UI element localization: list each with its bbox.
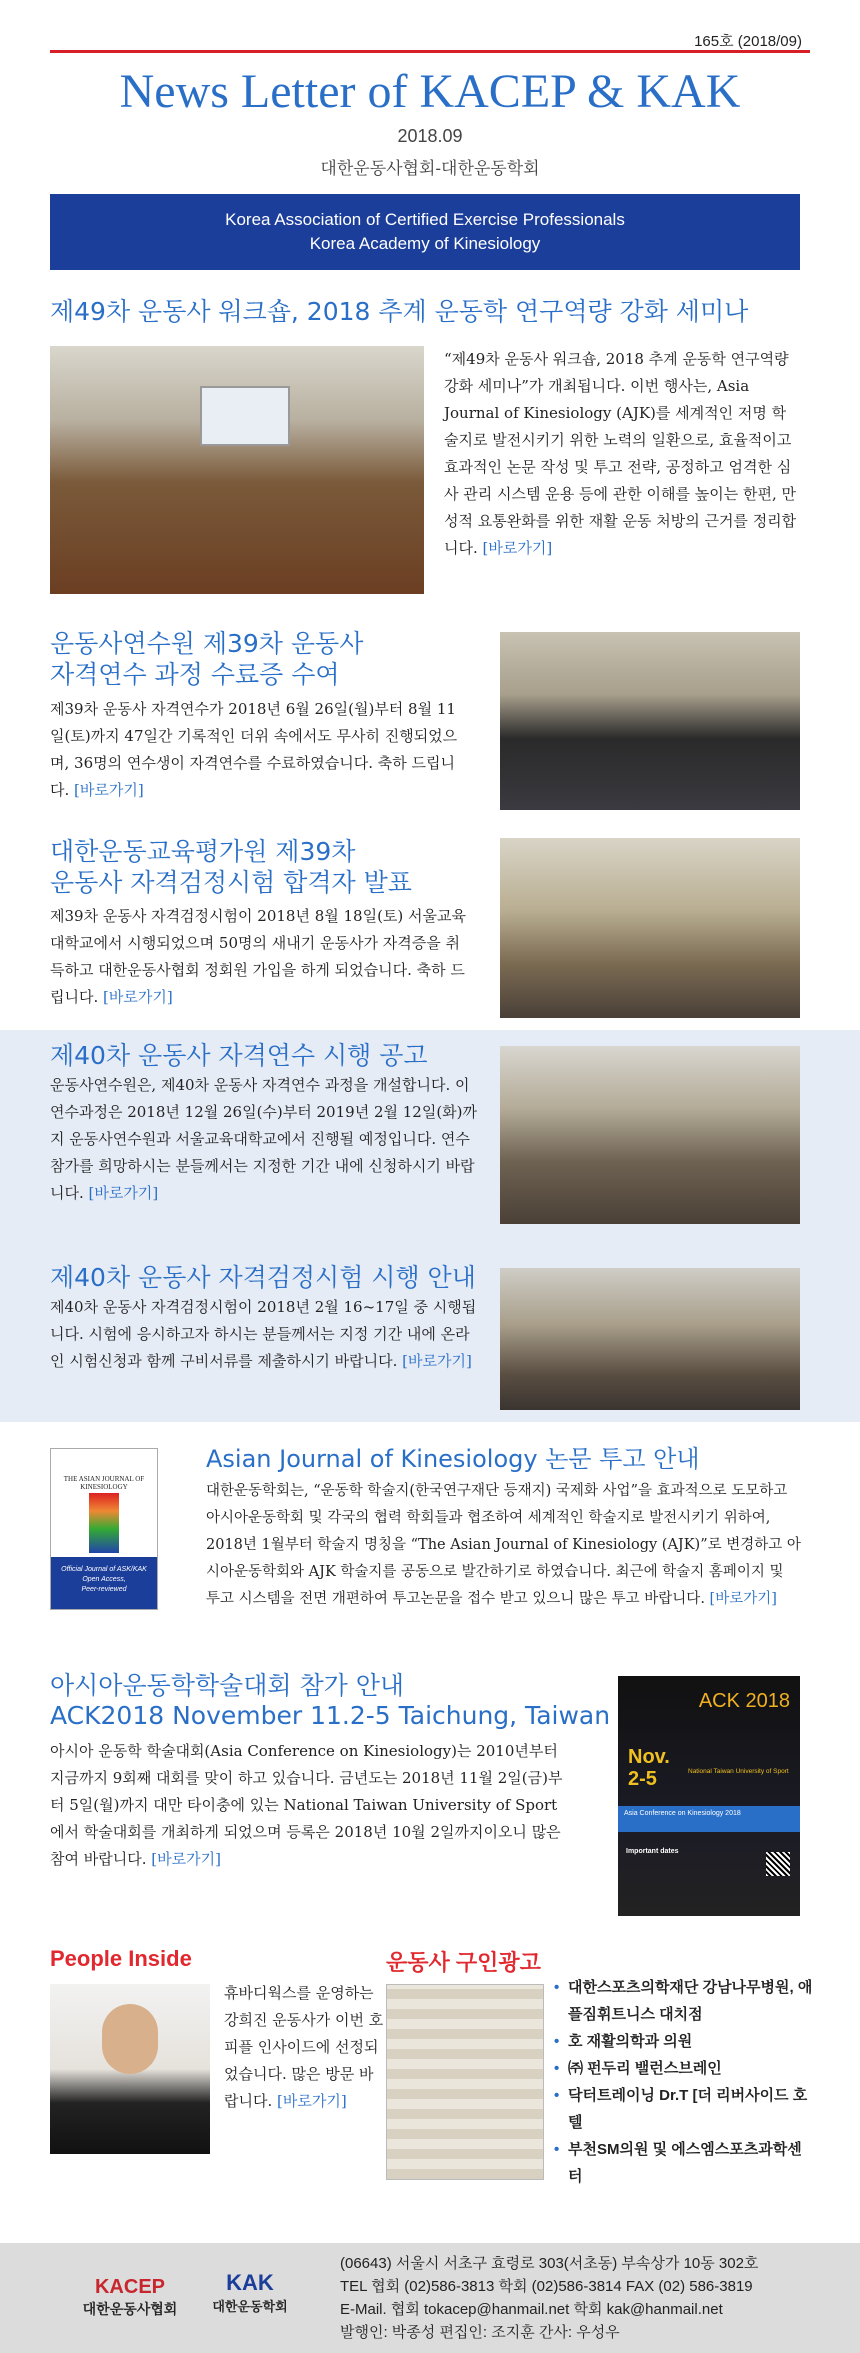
issue-number: 165호 (2018/09) (694, 33, 802, 50)
seminar-photo (50, 346, 424, 594)
article-6-body (206, 1478, 802, 1613)
article-5-text: 제40차 운동사 자격검정시험이 2018년 2월 16~17일 중 시행됩니다. 시험에 응시하고자 하시는 분들께서는 지정 기간 내에 온라인 시험신청과 함께 구비서류를 제출하시기 바랍니다. (50, 1298, 477, 1370)
people-body (224, 1980, 384, 2115)
exam-hall-photo (500, 1268, 800, 1410)
article-4-link[interactable]: [바로가기] (88, 1184, 159, 1202)
newsletter-title: News Letter of KACEP & KAK (119, 65, 741, 118)
banner-line-2: Korea Academy of Kinesiology (309, 234, 541, 253)
article-7-title-2: ACK2018 November 11.2-5 Taichung, Taiwan (50, 1701, 611, 1730)
article-2-title-1: 운동사연수원 제39차 운동사 (50, 629, 364, 658)
article-1-body (444, 346, 800, 562)
article-3-text: 제39차 운동사 자격검정시험이 2018년 8월 18일(토) 서울교육대학교에서 시행되었으며 50명의 새내기 운동사가 자격증을 취득하고 대한운동사협회 정회원 가입을 하게 되었습니다. 축하 드립니다. (50, 907, 467, 1006)
header-divider (50, 50, 810, 53)
people-link[interactable]: [바로가기] (277, 2092, 347, 2110)
article-5-title: 제40차 운동사 자격검정시험 시행 안내 (50, 1263, 476, 1292)
org-banner (50, 194, 800, 270)
jobs-title: 운동사 구인광고 (386, 1950, 541, 1975)
article-6-text: 대한운동학회는, “운동학 학술지(한국연구재단 등재지) 국제화 사업”을 효과적으로 도모하고 아시아운동학회 및 각국의 협력 학회들과 협조하여 세계적인 학술지로 발전시키기 위하여, 2018년 1월부터 학술지 명칭을 “The Asian Journal of Kinesiology (AJK)”로 변경하고 아시아운동학회와 AJK 학술지를 공동으로 발간하기로 하였습니다. 최근에 학술지 홈페이지 및 투고 시스템을 전면 개편하여 투고논문을 접수 받고 있으니 많은 투고 바랍니다. (206, 1483, 801, 1607)
people-inside-title: People Inside (50, 1946, 192, 1971)
ack-poster (618, 1676, 800, 1916)
journal-cover-title: THE ASIAN JOURNAL OF KINESIOLOGY (63, 1475, 145, 1491)
article-2-text: 제39차 운동사 자격연수가 2018년 6월 26일(월)부터 8월 11일(토)까지 47일간 기록적인 더위 속에서도 무사히 진행되었으며, 36명의 연수생이 자격연수를 수료하였습니다. 축하 드립니다. (50, 700, 458, 799)
footer-info (340, 2252, 840, 2344)
training-photo (500, 1046, 800, 1224)
article-7-link[interactable]: [바로가기] (151, 1850, 221, 1868)
exam-photo (500, 838, 800, 1018)
people-text: 휴바디웍스를 운영하는 강희진 운동사가 이번 호 피플 인사이드에 선정되었습니다. 많은 방문 바랍니다. (224, 1984, 384, 2110)
jobs-item[interactable]: • 호 재활의학과 의원 (554, 2028, 816, 2055)
footer-email: E-Mail. 협회 tokacep@hanmail.net 학회 kak@hanmail.net (340, 2301, 723, 2318)
footer-address: (06643) 서울시 서초구 효령로 303(서초동) 부속상가 10동 302호 (340, 2255, 759, 2272)
article-2-body (50, 696, 470, 804)
journal-cover-line-1: Official Journal of ASK/KAK (61, 1566, 147, 1573)
poster-date-1: Nov. (628, 1746, 670, 1768)
graduation-photo (500, 632, 800, 810)
kak-logo-mark: KAK (226, 2270, 274, 2295)
journal-cover-line-2: Open Access, (82, 1576, 126, 1583)
jobs-list (554, 1974, 816, 2190)
poster-title: ACK 2018 (698, 1690, 790, 1712)
banner-line-1: Korea Association of Certified Exercise Professionals (225, 210, 625, 229)
footer-phone: TEL 협회 (02)586-3813 학회 (02)586-3814 FAX (02) 586-3819 (340, 2278, 753, 2295)
jobs-item[interactable]: • 부천SM의원 및 에스엠스포츠과학센터 (554, 2136, 816, 2190)
article-1-text: “제49차 운동사 워크숍, 2018 추계 운동학 연구역량 강화 세미나”가 개최됩니다. 이번 행사는, Asia Journal of Kinesiology (AJK)를 세계적인 저명 학술지로 발전시키기 위한 노력의 일환으로, 효율적이고 효과적인 논문 작성 및 투고 전략, 공정하고 엄격한 심사 관리 시스템 운용 등에 관한 이해를 높이는 한편, 만성적 요통완화를 위한 재활 운동 처방의 근거를 정리합니다. (444, 350, 797, 557)
kacep-logo (80, 2276, 180, 2319)
kak-logo (200, 2270, 300, 2315)
kacep-logo-mark: KACEP (94, 2276, 165, 2298)
article-5-body (50, 1294, 480, 1375)
article-4-text: 운동사연수원은, 제40차 운동사 자격연수 과정을 개설합니다. 이 연수과정은 2018년 12월 26일(수)부터 2019년 2월 12일(화)까지 운동사연수원과 서울교육대학교에서 진행될 예정입니다. 연수 참가를 희망하시는 분들께서는 지정한 기간 내에 신청하시기 바랍니다. (50, 1076, 478, 1202)
footer-publisher: 발행인: 박종성 편집인: 조지훈 간사: 우성우 (340, 2324, 620, 2341)
article-5-link[interactable]: [바로가기] (402, 1352, 472, 1370)
article-3-title-1: 대한운동교육평가원 제39차 (50, 837, 356, 866)
article-7-title-1: 아시아운동학학술대회 참가 안내 (50, 1671, 404, 1700)
people-photo (50, 1984, 210, 2154)
kak-logo-name: 대한운동학회 (212, 2299, 288, 2314)
article-2-link[interactable]: [바로가기] (74, 781, 144, 799)
poster-date-2: 2-5 (628, 1768, 657, 1790)
article-3-body (50, 903, 470, 1011)
article-4-title: 제40차 운동사 자격연수 시행 공고 (50, 1041, 428, 1070)
qr-code (766, 1852, 790, 1876)
article-3-link[interactable]: [바로가기] (103, 988, 173, 1006)
organizations: 대한운동사협회-대한운동학회 (320, 159, 540, 178)
article-6-link[interactable]: [바로가기] (709, 1591, 777, 1607)
article-1-link[interactable]: [바로가기] (482, 539, 553, 557)
poster-dates-label: Important dates (626, 1848, 679, 1855)
jobs-item[interactable]: • ㈜ 펀두리 밸런스브레인 (554, 2055, 816, 2082)
kacep-logo-name: 대한운동사협회 (82, 2301, 178, 2317)
article-2-title-2: 자격연수 과정 수료증 수여 (50, 660, 340, 689)
journal-cover-line-3: Peer-reviewed (81, 1586, 127, 1593)
poster-venue: National Taiwan University of Sport (688, 1768, 789, 1775)
jobs-item[interactable]: • 대한스포츠의학재단 강남나무병원, 애플짐휘트니스 대치점 (554, 1974, 816, 2028)
article-1-title: 제49차 운동사 워크숍, 2018 추계 운동학 연구역량 강화 세미나 (50, 297, 749, 326)
article-7-text: 아시아 운동학 학술대회(Asia Conference on Kinesiology)는 2010년부터 지금까지 9회째 대회를 맞이 하고 있습니다. 금년도는 2018년 11월 2일(금)부터 5일(월)까지 대만 타이충에 있는 National Taiwan University of Sport에서 학술대회를 개최하게 되었으며 등록은 2018년 10월 2일까지이오니 많은 참여 바랍니다. (50, 1742, 563, 1868)
article-3-title-2: 운동사 자격검정시험 합격자 발표 (50, 868, 412, 897)
article-7-body (50, 1738, 570, 1873)
journal-cover (50, 1448, 158, 1610)
jobs-board-photo (386, 1984, 544, 2180)
article-6-title: Asian Journal of Kinesiology 논문 투고 안내 (206, 1445, 700, 1473)
article-4-body (50, 1072, 480, 1207)
issue-date: 2018.09 (397, 126, 463, 146)
poster-conference: Asia Conference on Kinesiology 2018 (618, 1806, 800, 1832)
jobs-item[interactable]: • 닥터트레이닝 Dr.T [더 리버사이드 호텔 (554, 2082, 816, 2136)
